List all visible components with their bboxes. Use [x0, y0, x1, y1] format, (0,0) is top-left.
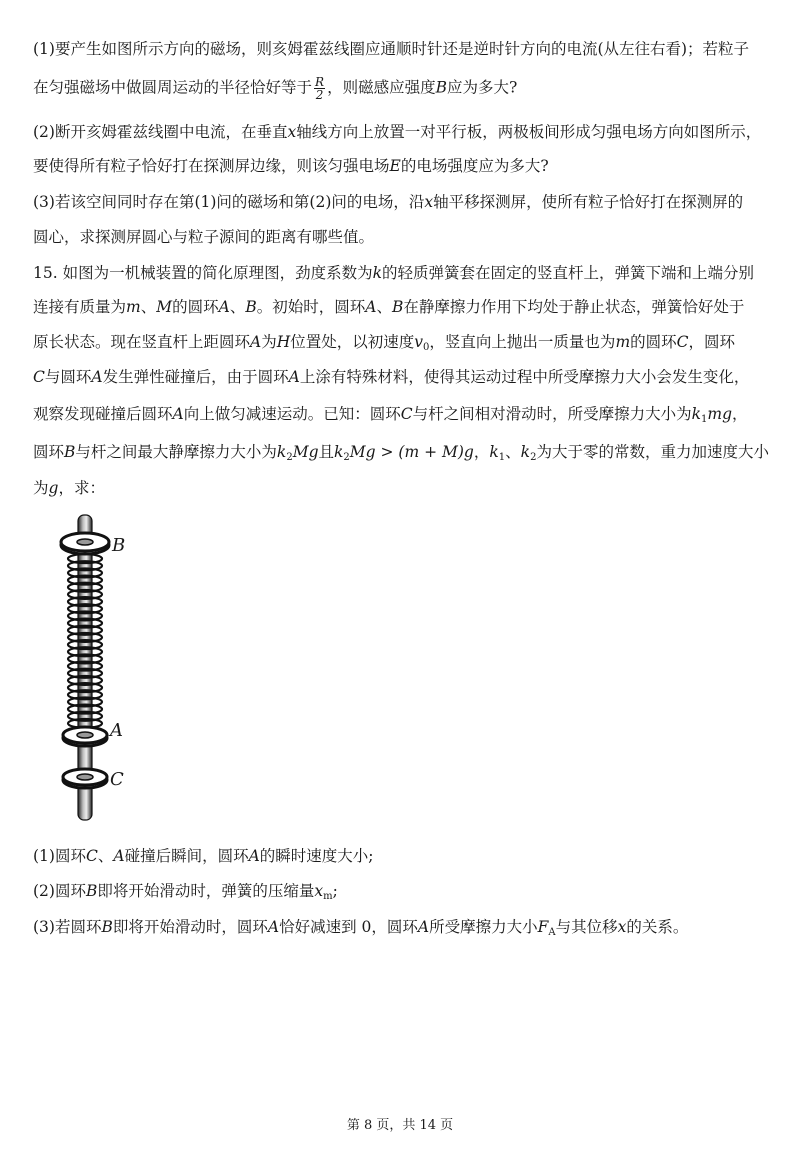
- label-b: B: [112, 535, 126, 556]
- q15-stem-line5: 观察发现碰撞后圆环A向上做匀减速运动。已知：圆环C与杆之间相对滑动时，所受摩擦力大小为$k_1mg$，: [33, 405, 748, 425]
- q15-sub2: (2)圆环B即将开始滑动时，弹簧的压缩量$x_m$;: [33, 882, 338, 902]
- q15-sub1: (1)圆环C、A碰撞后瞬间，圆环A的瞬时速度大小;: [33, 847, 374, 865]
- page-footer: 第 8 页，共 14 页: [346, 1118, 454, 1133]
- q15-stem-line6: 圆环B与杆之间最大静摩擦力大小为$k_2Mg$且$k_2Mg > (m + M)g$，$k_1$、$k_2$为大于零的常数，重力加速度大小: [33, 443, 769, 463]
- q15-stem-line3: 原长状态。现在竖直杆上距圆环A为H位置处，以初速度$v_0$，竖直向上抛出一质量也为m的圆环C，圆环: [33, 333, 736, 353]
- fraction-r-over-2: $\frac{R}{2}$: [315, 75, 325, 102]
- q15-stem-line2: 连接有质量为m、M的圆环A、B。初始时，圆环A、B在静摩擦力作用下均处于静止状态，弹簧恰好处于: [33, 298, 745, 316]
- q14-part2-line1: (2)断开亥姆霍兹线圈中电流，在垂直x轴线方向上放置一对平行板，两极板间形成匀强电场方向如图所示，: [33, 123, 762, 141]
- q14-part3-line1: (3)若该空间同时存在第(1)问的磁场和第(2)问的电场，沿x轴平移探测屏，使所有粒子恰好打在探测屏的: [33, 193, 744, 211]
- ring-a: [63, 727, 107, 746]
- spring-rod-figure: [50, 505, 170, 825]
- q14-part2-line2: 要使得所有粒子恰好打在探测屏边缘，则该匀强电场E的电场强度应为多大?: [33, 157, 549, 175]
- ring-c: [63, 769, 107, 788]
- ring-b: [61, 533, 109, 554]
- q14-part1-line1: (1)要产生如图所示方向的磁场，则亥姆霍兹线圈应通顺时针还是逆时针方向的电流(从左往右看)；若粒子: [33, 40, 750, 58]
- q14-part1-line2: 在匀强磁场中做圆周运动的半径恰好等于 $\frac{R}{2}$ ，则磁感应强度B应为多大?: [33, 75, 518, 102]
- q14-part3-line2: 圆心，求探测屏圆心与粒子源间的距离有哪些值。: [33, 228, 375, 246]
- label-c: C: [110, 769, 124, 790]
- q15-stem-line7: 为g，求：: [33, 479, 105, 497]
- label-a: A: [110, 720, 123, 741]
- q15-stem-line4: C与圆环A发生弹性碰撞后，由于圆环A上涂有特殊材料，使得其运动过程中所受摩擦力大小会发生变化，: [33, 368, 750, 386]
- q15-sub3: (3)若圆环B即将开始滑动时，圆环A恰好减速到 0，圆环A所受摩擦力大小$F_A$与其位移x的关系。: [33, 918, 689, 938]
- q15-stem-line1: 15. 如图为一机械装置的简化原理图，劲度系数为k的轻质弹簧套在固定的竖直杆上，弹簧下端和上端分别: [33, 264, 755, 282]
